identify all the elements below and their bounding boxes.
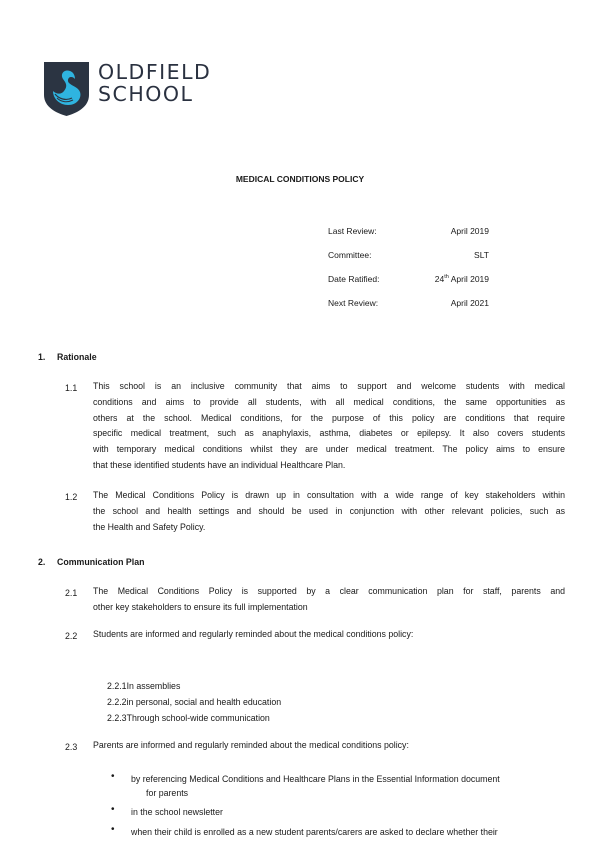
review-label: Committee: <box>328 250 372 260</box>
paragraph-number: 1.1 <box>65 383 78 393</box>
logo-line-1: OLDFIELD <box>98 60 212 84</box>
paragraph-2-3: Parents are informed and regularly reminded about the medical conditions policy: <box>93 740 409 750</box>
paragraph-number: 2.3 <box>65 742 78 752</box>
review-value: SLT <box>474 250 489 260</box>
bullet-icon: • <box>111 804 115 815</box>
list-item: when their child is enrolled as a new student parents/carers are asked to declare whether their <box>131 827 498 837</box>
list-item: 2.2.3Through school-wide communication <box>107 713 270 723</box>
paragraph-number: 2.1 <box>65 588 78 598</box>
paragraph-1-2: The Medical Conditions Policy is drawn up in consultation with a wide range of key stakeholders within the school and health settings and should be used in conjunction with other relevant policies, such as the Health and Safety Policy. <box>93 490 565 532</box>
list-item: 2.2.2in personal, social and health education <box>107 697 282 707</box>
list-item: by referencing Medical Conditions and Healthcare Plans in the Essential Information document for parents <box>131 774 500 798</box>
review-value: April 2019 <box>450 226 489 236</box>
section-heading: 1. Rationale <box>38 352 97 362</box>
swan-shield-icon <box>42 61 91 116</box>
document-title: MEDICAL CONDITIONS POLICY <box>235 174 365 184</box>
review-value: April 2021 <box>450 298 489 308</box>
logo-line-2: SCHOOL <box>98 82 194 106</box>
paragraph-number: 1.2 <box>65 492 78 502</box>
section-heading: 2. Communication Plan <box>38 557 145 567</box>
list-item: in the school newsletter <box>131 807 223 817</box>
review-label: Last Review: <box>328 226 377 236</box>
review-label: Next Review: <box>328 298 379 308</box>
bullet-icon: • <box>111 771 115 782</box>
review-value: 24th April 2019 <box>434 274 489 284</box>
paragraph-2-2: Students are informed and regularly reminded about the medical conditions policy: <box>93 629 414 639</box>
review-label: Date Ratified: <box>328 274 380 284</box>
list-item: 2.2.1In assemblies <box>107 681 181 691</box>
paragraph-1-1: This school is an inclusive community that aims to support and welcome students with medical conditions and aims to provide all students, with all medical conditions, the same opportunities as others at the school. Medical conditions, for the purpose of this policy are conditions that require specific medical treatment, such as anaphylaxis, asthma, diabetes or epilepsy. It also covers students with temporary medical conditions whilst they are under medical treatment. The policy aims to ensure that these identified students have an individual Healthcare Plan. <box>93 381 565 470</box>
paragraph-number: 2.2 <box>65 631 78 641</box>
paragraph-2-1: The Medical Conditions Policy is supported by a clear communication plan for staff, parents and other key stakeholders to ensure its full implementation <box>93 586 565 612</box>
bullet-icon: • <box>111 824 115 835</box>
